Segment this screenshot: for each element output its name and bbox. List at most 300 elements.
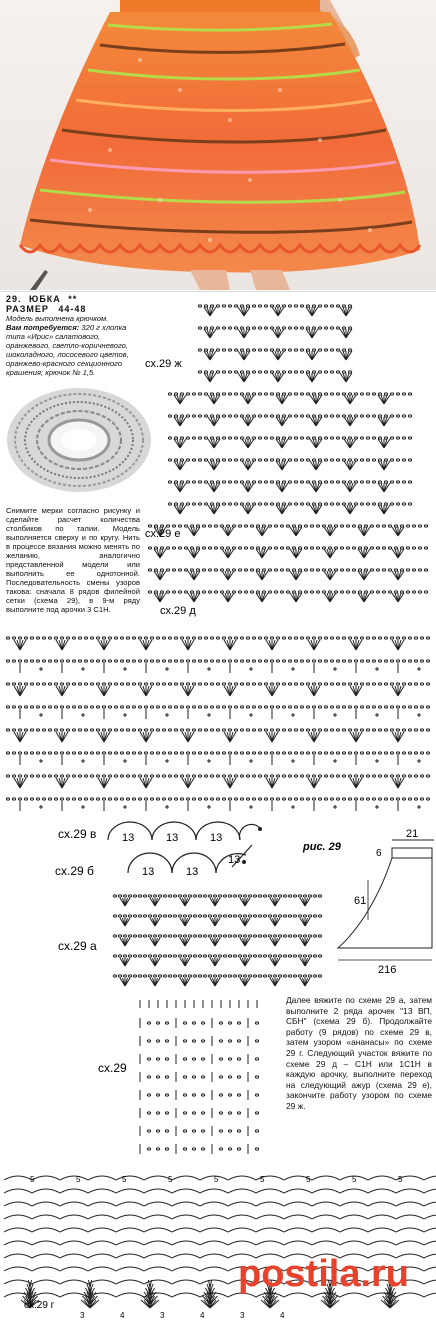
chain-stitch [174, 437, 177, 439]
chain-stitch [256, 569, 259, 571]
chain-stitch [168, 437, 171, 439]
chain-stitch [234, 371, 237, 373]
chain-stitch [192, 798, 195, 800]
chain-stitch [208, 935, 211, 937]
chain-stitch [188, 955, 191, 957]
chain-stitch [240, 459, 243, 461]
chain-stitch [166, 569, 169, 571]
chain-stitch [294, 459, 297, 461]
chain-stitch [370, 591, 373, 593]
chain-stitch [183, 915, 186, 917]
chain-stitch [240, 371, 243, 373]
chain-stitch [216, 683, 219, 685]
chain-stitch [294, 437, 297, 439]
chain-stitch [384, 683, 387, 685]
chain-stitch [216, 371, 219, 373]
chain-stitch [426, 752, 429, 754]
chain-stitch [348, 683, 351, 685]
chain-stitch [354, 752, 357, 754]
chain-stitch [148, 955, 151, 957]
chain-stitch [168, 660, 171, 662]
chain-stitch [312, 775, 315, 777]
chain-stitch [36, 637, 39, 639]
chain-stitch [222, 729, 225, 731]
chain-stitch [378, 752, 381, 754]
chain-stitch [222, 706, 225, 708]
chain-stitch [244, 569, 247, 571]
chain-stitch [264, 305, 267, 307]
chain-stitch [263, 955, 266, 957]
chain-stitch [264, 327, 267, 329]
chain-stitch [216, 660, 219, 662]
chain-stitch [372, 706, 375, 708]
chain-stitch [378, 798, 381, 800]
chain-stitch [66, 637, 69, 639]
chain-stitch [308, 895, 311, 897]
chain-stitch [334, 591, 337, 593]
chain-stitch [210, 327, 213, 329]
chain-stitch [168, 955, 171, 957]
chain-stitch [288, 327, 291, 329]
chain-stitch [324, 706, 327, 708]
chain-stitch [300, 305, 303, 307]
chain-stitch [406, 591, 409, 593]
arch-count: 4 [280, 1311, 285, 1320]
chain-stitch [246, 459, 249, 461]
chain-stitch [172, 525, 175, 527]
chain-stitch [234, 798, 237, 800]
chain-stitch [402, 637, 405, 639]
chain-stitch [160, 591, 163, 593]
diagram-scheme-base [90, 992, 280, 1162]
chain-stitch [288, 915, 291, 917]
chain-stitch [66, 798, 69, 800]
chain-stitch [126, 706, 129, 708]
chain-stitch [24, 706, 27, 708]
chain-stitch [66, 660, 69, 662]
chain-stitch [180, 481, 183, 483]
chain-stitch [72, 798, 75, 800]
chain-stitch [160, 569, 163, 571]
chain-stitch [288, 393, 291, 395]
chain-stitch [294, 775, 297, 777]
chain-stitch [372, 459, 375, 461]
chain-stitch [300, 349, 303, 351]
chain-stitch [336, 706, 339, 708]
chain-stitch [90, 660, 93, 662]
chain-stitch [234, 503, 237, 505]
chain-stitch [318, 683, 321, 685]
chain-stitch [214, 569, 217, 571]
chain-stitch [243, 935, 246, 937]
chain-stitch [264, 752, 267, 754]
chain-stitch [274, 525, 277, 527]
chain-stitch [18, 798, 21, 800]
chain-stitch [270, 798, 273, 800]
chain-stitch [252, 637, 255, 639]
chain-stitch [418, 591, 421, 593]
chain-stitch [150, 752, 153, 754]
chain-stitch [372, 503, 375, 505]
chain-stitch [253, 895, 256, 897]
chain-stitch [336, 503, 339, 505]
chain-stitch [144, 637, 147, 639]
chain-stitch [310, 591, 313, 593]
diagram-scheme-g [0, 1168, 436, 1321]
chain-stitch [210, 683, 213, 685]
chain-stitch [78, 683, 81, 685]
chain-stitch [42, 729, 45, 731]
diagram-zh-e-d [140, 294, 436, 624]
chain-stitch [248, 895, 251, 897]
arch-number: 13 [186, 866, 199, 878]
chain-stitch [336, 459, 339, 461]
chain-stitch [218, 915, 221, 917]
chain-stitch [174, 459, 177, 461]
chain-stitch [324, 660, 327, 662]
chain-stitch [208, 591, 211, 593]
chain-stitch [210, 481, 213, 483]
chain-stitch [174, 706, 177, 708]
chain-stitch [258, 798, 261, 800]
chain-stitch [294, 706, 297, 708]
chain-stitch [424, 569, 427, 571]
chain-stitch [210, 305, 213, 307]
chain-stitch [180, 683, 183, 685]
chain-stitch [414, 660, 417, 662]
chain-stitch [334, 569, 337, 571]
needs-block [6, 323, 146, 377]
chain-stitch [246, 637, 249, 639]
chain-stitch [342, 327, 345, 329]
chain-stitch [264, 371, 267, 373]
chain-stitch [228, 660, 231, 662]
chain-stitch [180, 706, 183, 708]
chain-stitch [318, 305, 321, 307]
chain-stitch [188, 915, 191, 917]
chain-stitch [168, 798, 171, 800]
chain-stitch [133, 975, 136, 977]
chain-stitch [264, 349, 267, 351]
chain-stitch [198, 327, 201, 329]
chain-stitch [303, 975, 306, 977]
chain-stitch [188, 935, 191, 937]
chain-stitch [192, 437, 195, 439]
chain-stitch [300, 729, 303, 731]
chain-stitch [204, 683, 207, 685]
chain-stitch [102, 683, 105, 685]
chain-stitch [264, 637, 267, 639]
chain-stitch [414, 775, 417, 777]
chain-stitch [198, 895, 201, 897]
chain-stitch [312, 371, 315, 373]
chain-stitch [306, 393, 309, 395]
chain-stitch [30, 683, 33, 685]
chain-stitch [288, 371, 291, 373]
chain-stitch [162, 637, 165, 639]
chain-stitch [246, 371, 249, 373]
chain-stitch [388, 525, 391, 527]
chain-stitch [238, 935, 241, 937]
chain-stitch [322, 591, 325, 593]
chain-stitch [330, 683, 333, 685]
chain-stitch [246, 706, 249, 708]
chain-stitch [324, 371, 327, 373]
instructions-text: Снимите мерки согласно рисунку и сделайте расчет количества столбиков по талии. Модель выполняется сверху и по кругу. Нить в процессе вязания можно менять по желанию, аналогично представленной модели или выполнить ее однотонной. Последовательность смены узоров такова: сначала 8 рядов филейной сетки (схема 29), в 9-м ряду выполните под арочки 3 С1Н. [6, 506, 140, 614]
chain-stitch [318, 798, 321, 800]
chain-stitch [364, 569, 367, 571]
chain-stitch [54, 798, 57, 800]
chain-stitch [358, 569, 361, 571]
chain-stitch [354, 637, 357, 639]
chain-stitch [366, 752, 369, 754]
chain-stitch [108, 683, 111, 685]
chain-stitch [420, 706, 423, 708]
chain-stitch [312, 637, 315, 639]
chain-stitch [114, 637, 117, 639]
chain-stitch [186, 660, 189, 662]
chain-stitch [90, 729, 93, 731]
size-value: 44-48 [58, 304, 87, 314]
chain-stitch [184, 591, 187, 593]
chain-stitch [306, 729, 309, 731]
chain-stitch [168, 683, 171, 685]
chain-stitch [282, 637, 285, 639]
chain-stitch [414, 706, 417, 708]
chain-stitch [378, 437, 381, 439]
chain-stitch [308, 975, 311, 977]
chain-stitch [426, 729, 429, 731]
chain-stitch [210, 706, 213, 708]
chain-stitch [252, 775, 255, 777]
chain-stitch [192, 459, 195, 461]
chain-stitch [138, 752, 141, 754]
chain-stitch [216, 305, 219, 307]
chain-stitch [318, 955, 321, 957]
chain-stitch [222, 775, 225, 777]
chain-stitch [220, 547, 223, 549]
chain-stitch [294, 683, 297, 685]
chain-stitch [84, 752, 87, 754]
chain-stitch [198, 305, 201, 307]
chain-stitch [384, 637, 387, 639]
chain-stitch [228, 637, 231, 639]
chain-stitch [348, 349, 351, 351]
chain-stitch [222, 752, 225, 754]
chain-stitch [252, 481, 255, 483]
chain-stitch [306, 459, 309, 461]
chain-stitch [306, 798, 309, 800]
chain-stitch [288, 459, 291, 461]
chain-arch [4, 1215, 436, 1219]
chain-stitch [210, 775, 213, 777]
chain-stitch [162, 752, 165, 754]
chain-stitch [360, 683, 363, 685]
chain-stitch [204, 371, 207, 373]
chain-stitch [222, 637, 225, 639]
chain-stitch [268, 525, 271, 527]
chain-stitch [342, 798, 345, 800]
chain-stitch [288, 895, 291, 897]
chain-stitch [248, 975, 251, 977]
chain-stitch [300, 752, 303, 754]
chain-stitch [306, 349, 309, 351]
chain-stitch [228, 935, 231, 937]
chain-stitch [308, 955, 311, 957]
chain-stitch [348, 752, 351, 754]
chain-stitch [282, 481, 285, 483]
chain-stitch [148, 569, 151, 571]
hem-measure: 216 [378, 964, 397, 976]
chain-stitch [273, 975, 276, 977]
chain-stitch [172, 547, 175, 549]
chain-stitch [168, 935, 171, 937]
chain-stitch [322, 525, 325, 527]
chain-stitch [208, 975, 211, 977]
chain-stitch [303, 935, 306, 937]
chain-stitch [186, 459, 189, 461]
chain-stitch [258, 775, 261, 777]
arch-count: 5 [398, 1175, 403, 1184]
chain-stitch [318, 637, 321, 639]
chain-stitch [288, 660, 291, 662]
chain-stitch [276, 637, 279, 639]
chain-stitch [412, 591, 415, 593]
chain-stitch [96, 637, 99, 639]
chain-stitch [180, 660, 183, 662]
chain-stitch [288, 729, 291, 731]
chain-stitch [243, 955, 246, 957]
chain-stitch [336, 775, 339, 777]
chain-stitch [156, 752, 159, 754]
chain-stitch [342, 305, 345, 307]
chain-stitch [384, 775, 387, 777]
chain-stitch [418, 569, 421, 571]
chain-stitch [298, 935, 301, 937]
chain-stitch [36, 729, 39, 731]
chain-stitch [214, 547, 217, 549]
chain-stitch [352, 569, 355, 571]
chain-stitch [204, 706, 207, 708]
chain-stitch [232, 547, 235, 549]
chain-stitch [148, 547, 151, 549]
chain-stitch [262, 547, 265, 549]
chain-stitch [90, 637, 93, 639]
chain-stitch [258, 729, 261, 731]
chain-stitch [390, 437, 393, 439]
chain-stitch [246, 683, 249, 685]
chain-stitch [246, 415, 249, 417]
chain-stitch [203, 955, 206, 957]
chain-stitch [60, 706, 63, 708]
chain-stitch [178, 895, 181, 897]
chain-stitch [348, 503, 351, 505]
chain-stitch [336, 349, 339, 351]
chain-stitch [298, 895, 301, 897]
chain-stitch [12, 729, 15, 731]
chain-stitch [324, 752, 327, 754]
chain-stitch [160, 547, 163, 549]
chain-stitch [132, 775, 135, 777]
pattern-number: 29. [6, 294, 22, 304]
chain-stitch [318, 459, 321, 461]
chain-stitch [18, 660, 21, 662]
chain-stitch [282, 660, 285, 662]
chain-stitch [342, 683, 345, 685]
chain-stitch [336, 371, 339, 373]
chain-stitch [390, 775, 393, 777]
chain-stitch [372, 752, 375, 754]
chain-stitch [248, 935, 251, 937]
chain-stitch [158, 915, 161, 917]
chain-stitch [384, 729, 387, 731]
chain-stitch [193, 935, 196, 937]
chain-stitch [300, 415, 303, 417]
chain-stitch [246, 798, 249, 800]
chain-stitch [108, 775, 111, 777]
chain-stitch [228, 915, 231, 917]
chain-stitch [250, 569, 253, 571]
chain-stitch [298, 915, 301, 917]
chain-stitch [336, 752, 339, 754]
chain-stitch [168, 775, 171, 777]
chain-stitch [414, 683, 417, 685]
chain-stitch [192, 415, 195, 417]
chain-stitch [138, 955, 141, 957]
arch-count: 5 [306, 1175, 311, 1184]
chain-stitch [198, 349, 201, 351]
chain-stitch [158, 935, 161, 937]
chain-stitch [240, 637, 243, 639]
chain-stitch [180, 775, 183, 777]
chain-stitch [282, 503, 285, 505]
chain-stitch [162, 683, 165, 685]
chain-stitch [282, 729, 285, 731]
watermark: postila.ru [238, 1253, 410, 1295]
chain-stitch [312, 798, 315, 800]
chain-stitch [366, 775, 369, 777]
chain-stitch [342, 459, 345, 461]
chain-stitch [138, 798, 141, 800]
chain-stitch [348, 706, 351, 708]
chain-stitch [186, 393, 189, 395]
chain-stitch [396, 637, 399, 639]
chain-stitch [234, 660, 237, 662]
arch-number: 13 [122, 832, 135, 844]
chain-stitch [204, 637, 207, 639]
chain-stitch [238, 975, 241, 977]
chain-stitch [222, 459, 225, 461]
chain-stitch [30, 752, 33, 754]
chain-stitch [192, 775, 195, 777]
chain-stitch [378, 706, 381, 708]
chain-stitch [366, 393, 369, 395]
chain-stitch [30, 706, 33, 708]
chain-stitch [406, 569, 409, 571]
chain-stitch [120, 660, 123, 662]
chain-stitch [298, 975, 301, 977]
continuation-text: Далее вяжите по схеме 29 а, затем выполните 2 ряда арочек "13 ВП, СБН" (схема 29 б). Продолжайте работу (9 рядов) по схеме 29 в, затем узором «ананасы» по схеме 29 г. Следующий участок вяжите по схеме 29 д – С1Н или 1С1Н в каждую арочку, выполните переход на следующий ажур (схема 29 е), закончите работу узором по схеме 29 ж. [286, 995, 432, 1111]
chain-stitch [406, 547, 409, 549]
chain-stitch [84, 660, 87, 662]
chain-stitch [352, 591, 355, 593]
chain-stitch [232, 569, 235, 571]
chain-stitch [306, 371, 309, 373]
chain-stitch [376, 525, 379, 527]
chain-stitch [192, 637, 195, 639]
chain-stitch [36, 706, 39, 708]
chain-stitch [186, 415, 189, 417]
